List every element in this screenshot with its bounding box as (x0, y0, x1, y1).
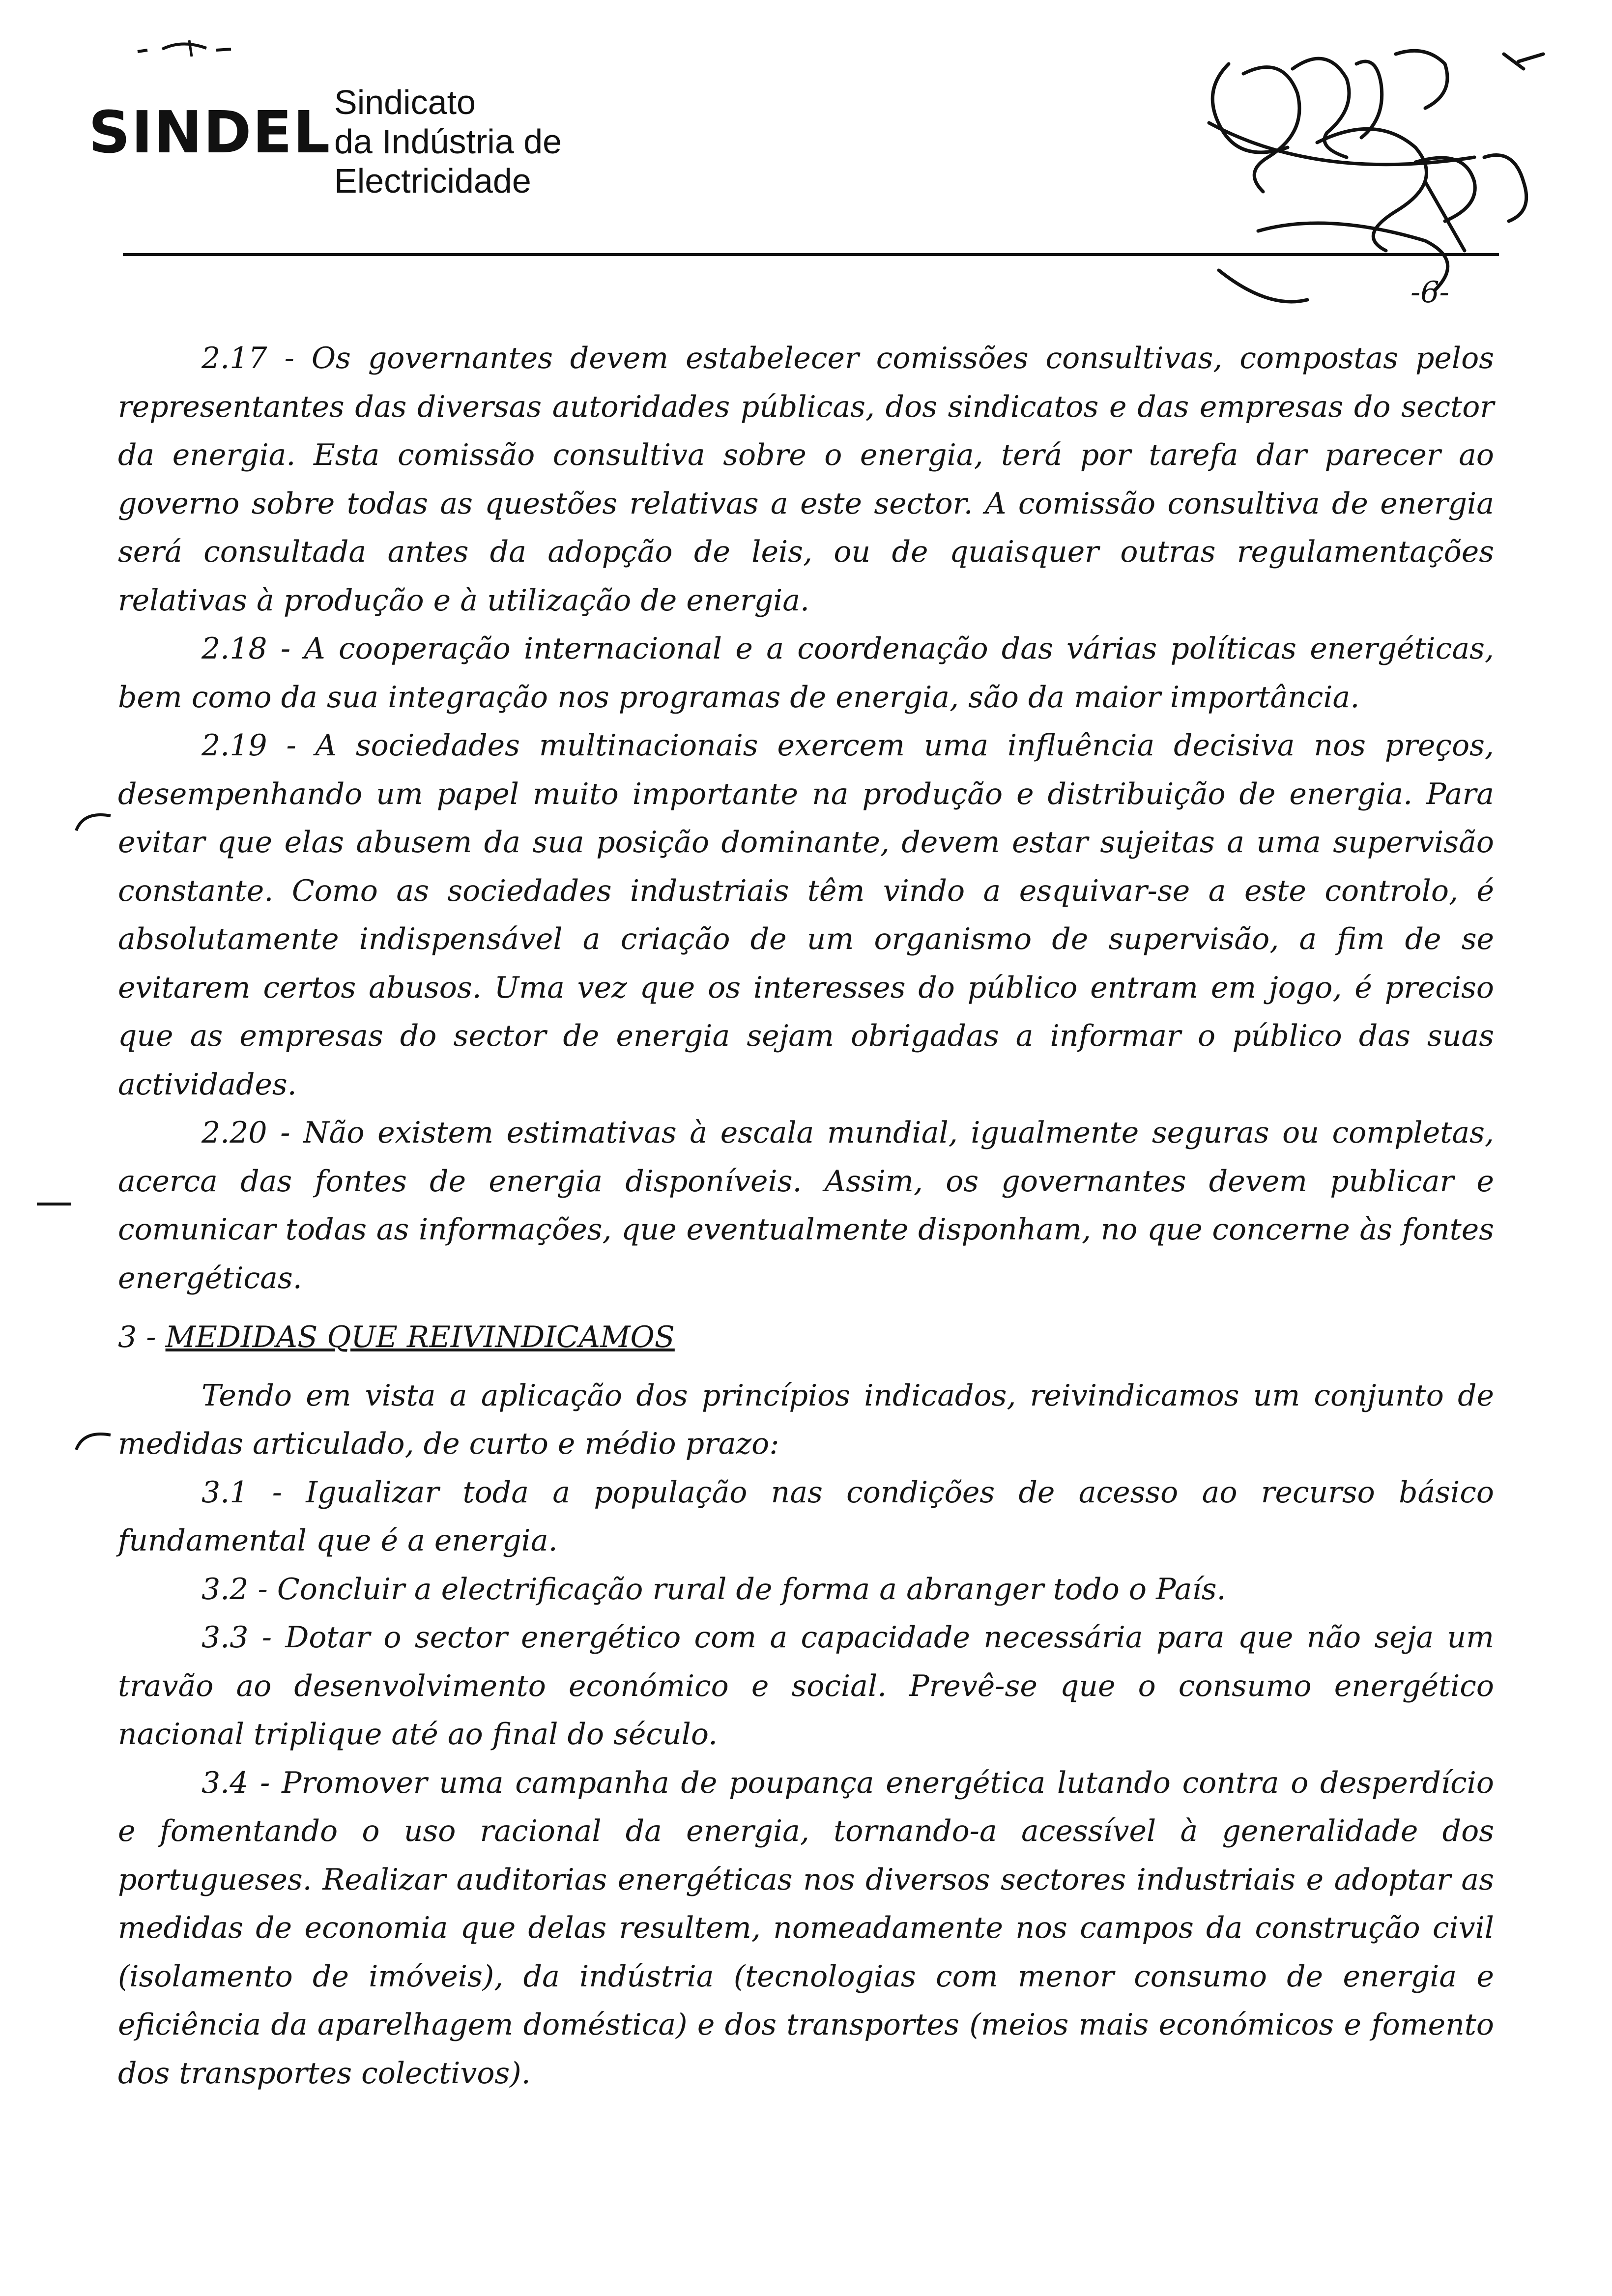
page-number: -6- (1410, 275, 1449, 310)
margin-mark-icon (74, 1425, 113, 1455)
document-body (118, 334, 1494, 2097)
measure-3-1: 3.1 - Igualizar toda a população nas condições de acesso ao recurso básico fundamental que é a energia. (118, 1475, 1494, 1558)
measure-3-4: 3.4 - Promover uma campanha de poupança energética lutando contra o desperdício e fomentando o uso racional da energia, tornando-a acessível à generalidade dos portugueses. Realizar auditorias energéticas nos diversos sectores industriais e adoptar as medidas de economia que delas resultem, nomeadamente nos campos da construção civil (isolamento de imóveis), da indústria (tecnologias com menor consumo de energia e eficiência da aparelhagem doméstica) e dos transportes (meios mais económicos e fomento dos transportes colectivos). (118, 1765, 1494, 2091)
section-number: 3 - (118, 1320, 166, 1354)
section-title: MEDIDAS QUE REIVINDICAMOS (165, 1320, 675, 1354)
measure-3-2: 3.2 - Concluir a electrificação rural de forma a abranger todo o País. (202, 1572, 1226, 1607)
margin-mark-icon (74, 806, 113, 835)
paragraph-2-20: 2.20 - Não existem estimativas à escala mundial, igualmente seguras ou completas, acerca das fontes de energia disponíveis. Assim, os governantes devem publicar e comunicar todas as informações, que eventualmente disponham, no que concerne às fontes energéticas. (118, 1116, 1494, 1295)
section-intro: Tendo em vista a aplicação dos princípios indicados, reivindicamos um conjunto de medidas articulado, de curto e médio prazo: (118, 1378, 1494, 1461)
paragraph-2-19: 2.19 - A sociedades multinacionais exercem uma influência decisiva nos preços, desempenhando um papel muito importante na produção e distribuição de energia. Para evitar que elas abusem da sua posição dominante, devem estar sujeitas a uma supervisão constante. Como as sociedades industriais têm vindo a esquivar-se a este controlo, é absolutamente indispensável a criação de um organismo de supervisão, a fim de se evitarem certos abusos. Uma vez que os interesses do público entram em jogo, é preciso que as empresas do sector de energia sejam obrigadas a informar o público das suas actividades. (118, 728, 1494, 1102)
logo-subtitle-line: Sindicato (334, 83, 476, 121)
paragraph-2-17: 2.17 - Os governantes devem estabelecer comissões consultivas, compostas pelos representantes das diversas autoridades públicas, dos sindicatos e das empresas do sector da energia. Esta comissão consultiva sobre o energia, terá por tarefa dar parecer ao governo sobre todas as questões relativas a este sector. A comissão consultiva de energia será consultada antes da adopção de leis, ou de quaisquer outras regulamentações relativas à produção e à utilização de energia. (118, 341, 1494, 618)
logo-subtitle-line: da Indústria de (334, 122, 562, 161)
margin-mark-icon (34, 1199, 74, 1209)
section-heading (118, 1313, 1494, 1362)
paragraph-2-18: 2.18 - A cooperação internacional e a coordenação das várias políticas energéticas, bem como da sua integração nos programas de energia, são da maior importância. (118, 631, 1494, 715)
logo-subtitle (334, 83, 562, 201)
signature-icon (1170, 34, 1573, 329)
logo-subtitle-line: Electricidade (334, 162, 531, 200)
stray-mark-icon (133, 29, 251, 59)
measure-3-3: 3.3 - Dotar o sector energético com a capacidade necessária para que não seja um travão ao desenvolvimento económico e social. Prevê-se que o consumo energético nacional triplique até ao final do século. (118, 1620, 1494, 1751)
logo: SINDEL (88, 98, 331, 166)
